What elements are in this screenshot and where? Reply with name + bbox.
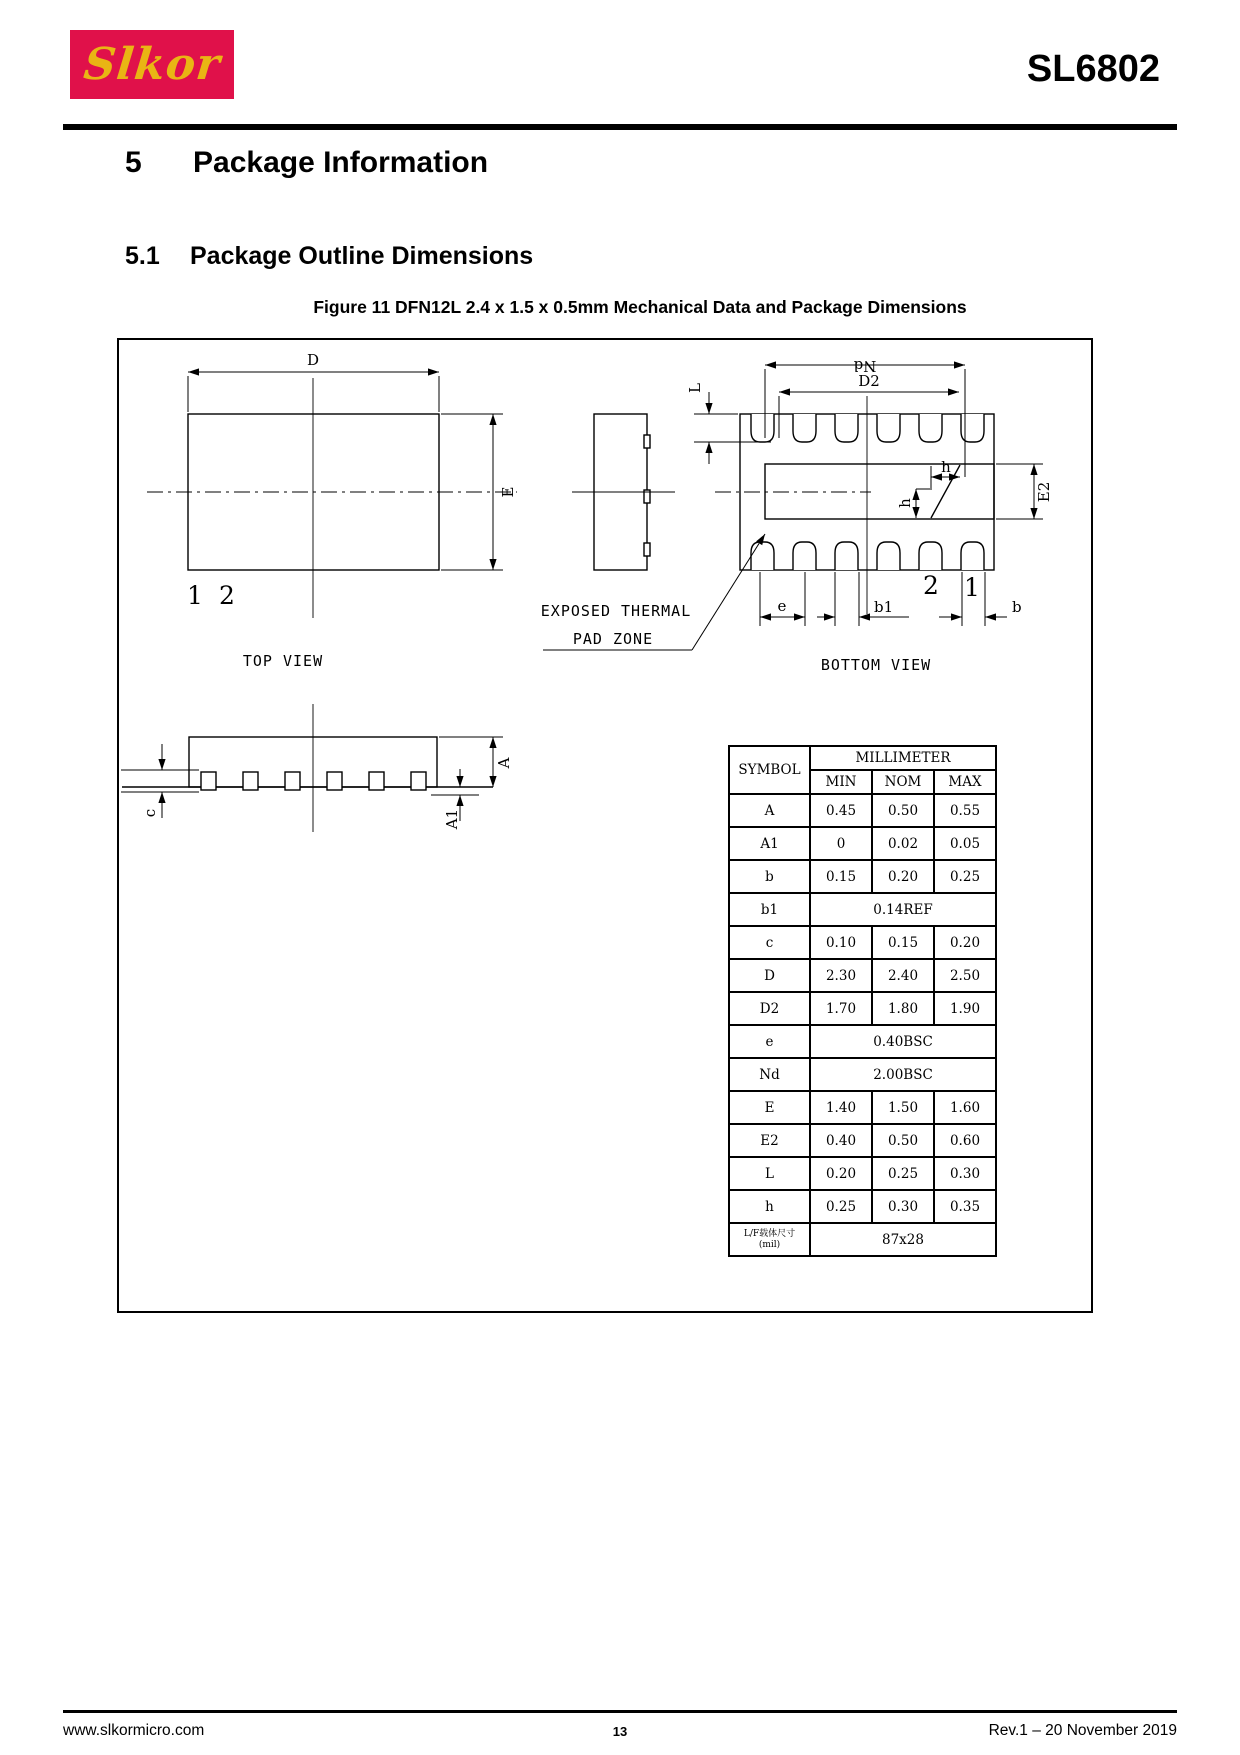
pad xyxy=(411,772,426,790)
max-cell: 1.60 xyxy=(934,1091,996,1124)
min-cell: 0.40 xyxy=(810,1124,872,1157)
span-cell: 2.00BSC xyxy=(810,1058,996,1091)
symbol-cell: D2 xyxy=(729,992,810,1025)
min-cell: 0.15 xyxy=(810,860,872,893)
table-row xyxy=(729,1025,996,1058)
pad xyxy=(751,542,774,570)
nom-cell: 0.02 xyxy=(872,827,934,860)
subsection-heading xyxy=(125,242,533,271)
slkor-logo xyxy=(70,30,234,99)
max-cell: 0.30 xyxy=(934,1157,996,1190)
dim-label-D2: D2 xyxy=(858,372,880,390)
section-heading xyxy=(125,146,488,180)
max-cell: 0.60 xyxy=(934,1124,996,1157)
max-cell: 0.25 xyxy=(934,860,996,893)
bv-pin2-label: 2 xyxy=(923,571,939,600)
max-cell: 0.55 xyxy=(934,794,996,827)
front-view-drawing xyxy=(121,704,513,832)
min-cell: 0.10 xyxy=(810,926,872,959)
symbol-cell: L xyxy=(729,1157,810,1190)
pad xyxy=(961,542,984,570)
table-row xyxy=(729,1124,996,1157)
symbol-cell: D xyxy=(729,959,810,992)
exposed-pad-note-line1: EXPOSED THERMAL xyxy=(540,602,692,620)
span-cell: 0.40BSC xyxy=(810,1025,996,1058)
nom-cell: 2.40 xyxy=(872,959,934,992)
pad xyxy=(243,772,258,790)
document-number: SL6802 xyxy=(1026,48,1160,90)
figure-box xyxy=(117,338,1093,1313)
dim-label-h2: h xyxy=(896,498,914,508)
nom-cell: 1.80 xyxy=(872,992,934,1025)
table-row xyxy=(729,1091,996,1124)
table-header-row xyxy=(729,746,996,770)
max-cell: 0.05 xyxy=(934,827,996,860)
footer-revision: Rev.1 – 20 November 2019 xyxy=(988,1722,1177,1739)
callout-arrow xyxy=(692,534,765,650)
section-title: Package Information xyxy=(193,146,489,179)
subsection-title: Package Outline Dimensions xyxy=(190,242,534,270)
dim-label-D: D xyxy=(306,351,320,369)
pad xyxy=(877,542,900,570)
dimensions-table xyxy=(728,745,997,1257)
nom-cell: 0.50 xyxy=(872,1124,934,1157)
nom-cell: 0.15 xyxy=(872,926,934,959)
pad xyxy=(919,542,942,570)
col-symbol-header: SYMBOL xyxy=(729,746,810,794)
subsection-number: 5.1 xyxy=(125,242,160,270)
figure-caption: Figure 11 DFN12L 2.4 x 1.5 x 0.5mm Mechanical Data and Package Dimensions xyxy=(313,297,967,317)
footer-rule xyxy=(63,1710,1177,1713)
pad xyxy=(919,414,942,442)
slkor-logo-text: Slkor xyxy=(81,39,223,90)
symbol-cell: A xyxy=(729,794,810,827)
dim-label-e: e xyxy=(777,597,787,615)
pad xyxy=(751,414,774,442)
min-cell: 2.30 xyxy=(810,959,872,992)
max-cell: 0.35 xyxy=(934,1190,996,1223)
lf-carrier-unit: (mil) xyxy=(758,1239,781,1250)
pad xyxy=(201,772,216,790)
table-row xyxy=(729,992,996,1025)
table-row xyxy=(729,959,996,992)
header-rule xyxy=(63,124,1177,130)
max-cell: 2.50 xyxy=(934,959,996,992)
min-cell: 0.25 xyxy=(810,1190,872,1223)
pad xyxy=(793,542,816,570)
symbol-cell: E xyxy=(729,1091,810,1124)
col-min-header: MIN xyxy=(810,770,872,794)
dim-label-E: E xyxy=(499,486,517,498)
table-row xyxy=(729,794,996,827)
thermal-pad xyxy=(765,464,994,519)
span-cell: 87x28 xyxy=(810,1223,996,1256)
symbol-cell: h xyxy=(729,1190,810,1223)
symbol-cell: b1 xyxy=(729,893,810,926)
nom-cell: 0.30 xyxy=(872,1190,934,1223)
side-view-drawing xyxy=(572,414,675,570)
dim-label-L: L xyxy=(686,383,704,393)
top-pads xyxy=(751,414,984,442)
pin1-label: 1 xyxy=(187,581,203,610)
dim-label-b: b xyxy=(1012,598,1022,616)
dim-label-Nd: Nd xyxy=(853,357,877,375)
min-cell: 0.45 xyxy=(810,794,872,827)
symbol-cell: b xyxy=(729,860,810,893)
pad xyxy=(285,772,300,790)
bottom-view-label: BOTTOM VIEW xyxy=(820,656,932,674)
top-view-label: TOP VIEW xyxy=(242,652,324,670)
dim-label-E2: E2 xyxy=(1035,481,1053,503)
table-row xyxy=(729,893,996,926)
dim-label-b1: b1 xyxy=(874,598,894,616)
lf-carrier-label: L/F载体尺寸 xyxy=(743,1229,796,1240)
dim-label-A: A xyxy=(495,757,513,769)
symbol-cell: E2 xyxy=(729,1124,810,1157)
max-cell: 1.90 xyxy=(934,992,996,1025)
bottom-view-drawing xyxy=(541,357,1053,674)
section-number: 5 xyxy=(125,146,142,179)
table-row xyxy=(729,1223,996,1256)
exposed-pad-note-line2: PAD ZONE xyxy=(572,630,654,648)
footer-website: www.slkormicro.com xyxy=(63,1722,205,1739)
symbol-cell: c xyxy=(729,926,810,959)
table-row xyxy=(729,926,996,959)
nom-cell: 0.50 xyxy=(872,794,934,827)
pad xyxy=(327,772,342,790)
max-cell: 0.20 xyxy=(934,926,996,959)
top-view-drawing xyxy=(147,351,517,670)
table-row xyxy=(729,1190,996,1223)
table-row xyxy=(729,827,996,860)
bv-pin1-label: 1 xyxy=(964,573,980,602)
span-cell: 0.14REF xyxy=(810,893,996,926)
nom-cell: 0.20 xyxy=(872,860,934,893)
symbol-cell: e xyxy=(729,1025,810,1058)
dim-label-c: c xyxy=(141,808,159,818)
min-cell: 1.40 xyxy=(810,1091,872,1124)
pin2-label: 2 xyxy=(219,581,235,610)
page-number: 13 xyxy=(612,1724,628,1739)
pad xyxy=(835,542,858,570)
col-unit-header: MILLIMETER xyxy=(810,746,996,770)
symbol-cell: Nd xyxy=(729,1058,810,1091)
min-cell: 0.20 xyxy=(810,1157,872,1190)
min-cell: 1.70 xyxy=(810,992,872,1025)
table-row xyxy=(729,1058,996,1091)
pad xyxy=(835,414,858,442)
pad xyxy=(961,414,984,442)
pad xyxy=(369,772,384,790)
table-row xyxy=(729,860,996,893)
pad xyxy=(793,414,816,442)
table-row xyxy=(729,1157,996,1190)
nom-cell: 1.50 xyxy=(872,1091,934,1124)
col-max-header: MAX xyxy=(934,770,996,794)
pad xyxy=(877,414,900,442)
nom-cell: 0.25 xyxy=(872,1157,934,1190)
dim-label-h: h xyxy=(941,458,951,476)
symbol-cell: A1 xyxy=(729,827,810,860)
bottom-pads xyxy=(751,542,984,570)
col-nom-header: NOM xyxy=(872,770,934,794)
min-cell: 0 xyxy=(810,827,872,860)
symbol-cell xyxy=(729,1223,810,1256)
dim-label-A1: A1 xyxy=(443,808,461,830)
